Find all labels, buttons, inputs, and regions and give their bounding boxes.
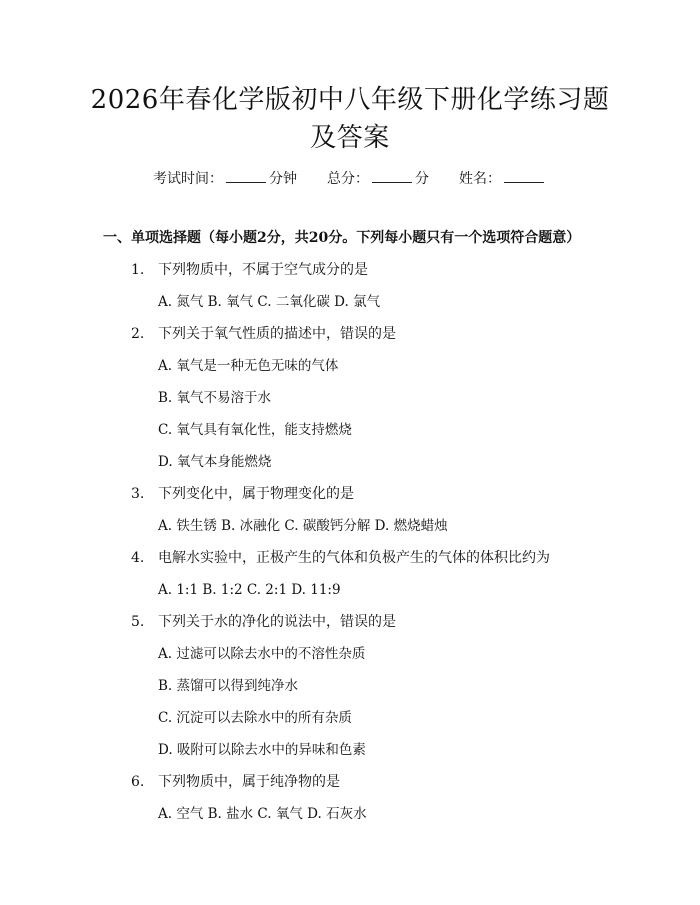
- question-3: [131, 484, 354, 504]
- document-title: 2026年春化学版初中八年级下册化学练习题: [90, 85, 610, 115]
- question-2-option-a: A. 氧气是一种无色无味的气体: [158, 358, 339, 374]
- question-stem: 下列物质中，属于纯净物的是: [158, 774, 340, 790]
- question-number: 2.: [131, 326, 145, 342]
- question-stem: 下列关于氧气性质的描述中，错误的是: [158, 326, 396, 342]
- question-number: 1.: [131, 262, 145, 278]
- question-number: 6.: [131, 774, 145, 790]
- question-5-option-b: B. 蒸馏可以得到纯净水: [158, 678, 299, 694]
- question-5: [131, 612, 396, 632]
- question-2-option-d: D. 氧气本身能燃烧: [158, 454, 272, 470]
- total-score-blank: [372, 168, 412, 183]
- question-6-options: A. 空气 B. 盐水 C. 氧气 D. 石灰水: [158, 806, 367, 822]
- question-4: [131, 548, 550, 568]
- exam-time-field: [153, 168, 297, 189]
- question-2-option-c: C. 氧气具有氧化性，能支持燃烧: [158, 422, 352, 438]
- question-stem: 下列物质中，不属于空气成分的是: [158, 262, 368, 278]
- question-2-option-b: B. 氧气不易溶于水: [158, 390, 272, 406]
- total-score-label: 总分：: [327, 171, 369, 187]
- question-5-option-a: A. 过滤可以除去水中的不溶性杂质: [158, 646, 366, 662]
- document-title-continued: 及答案: [310, 123, 390, 153]
- question-number: 3.: [131, 486, 145, 502]
- question-1: [131, 260, 368, 280]
- question-5-option-c: C. 沉淀可以去除水中的所有杂质: [158, 710, 352, 726]
- exam-info-row: [0, 168, 700, 189]
- student-name-label: 姓名：: [459, 171, 501, 187]
- total-score-unit: 分: [415, 171, 429, 187]
- question-stem: 下列变化中，属于物理变化的是: [158, 486, 354, 502]
- question-4-options: A. 1:1 B. 1:2 C. 2:1 D. 11:9: [158, 582, 341, 598]
- question-3-options: A. 铁生锈 B. 冰融化 C. 碳酸钙分解 D. 燃烧蜡烛: [158, 518, 448, 534]
- question-5-option-d: D. 吸附可以除去水中的异味和色素: [158, 742, 366, 758]
- question-2: [131, 324, 396, 344]
- question-stem: 下列关于水的净化的说法中，错误的是: [158, 614, 396, 630]
- question-number: 4.: [131, 550, 145, 566]
- exam-time-unit: 分钟: [269, 171, 297, 187]
- exam-time-blank: [226, 168, 266, 183]
- question-1-options: A. 氮气 B. 氧气 C. 二氧化碳 D. 氯气: [158, 294, 381, 310]
- question-6: [131, 772, 340, 792]
- question-number: 5.: [131, 614, 145, 630]
- total-score-field: [327, 168, 429, 189]
- student-name-field: [459, 168, 547, 189]
- student-name-blank: [504, 168, 544, 183]
- section-heading: 一、单项选择题（每小题2分，共20分。下列每小题只有一个选项符合题意）: [103, 230, 581, 246]
- question-stem: 电解水实验中，正极产生的气体和负极产生的气体的体积比约为: [158, 550, 550, 566]
- exam-time-label: 考试时间：: [153, 171, 223, 187]
